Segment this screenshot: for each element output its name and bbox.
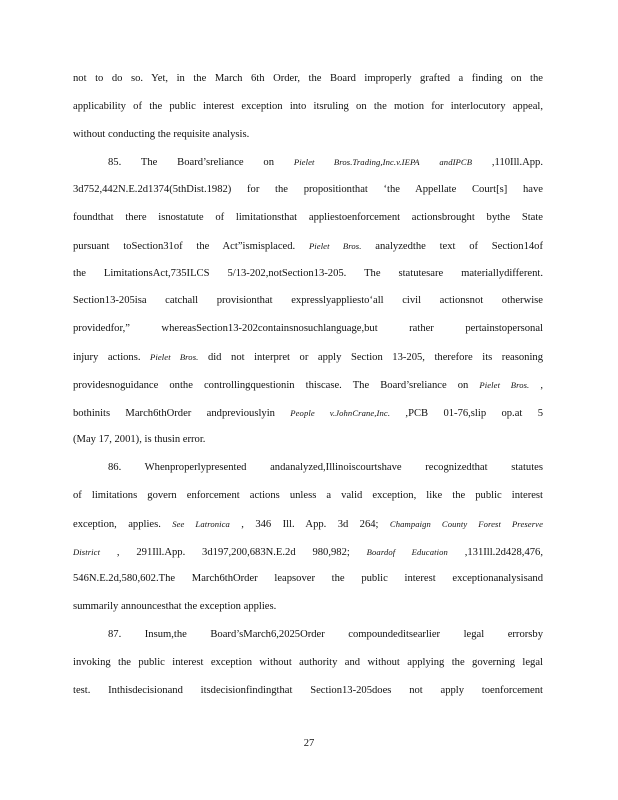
line-3: [73, 128, 543, 142]
text-run: without conducting the requisite analysis.: [73, 128, 250, 140]
paragraph-87-line-1: [108, 628, 543, 642]
paragraph-86-line-1: [108, 461, 543, 475]
text-run: (May 17, 2001), is thusin error.: [73, 434, 206, 446]
text-run: summarily announcesthat the exception applies.: [73, 601, 277, 613]
text-run: foundthat there isnostatute of limitationsthat appliestoenforcement actionsbrought bythe State: [73, 212, 543, 223]
text-run: providesnoguidance onthe controllingquestionin thiscase. The Board’sreliance on: [73, 379, 480, 391]
case-citation: Champaign County Forest Preserve: [389, 518, 543, 529]
text-run: 546N.E.2d,580,602.The March6thOrder leapsover the public interest exceptionanalysisand: [73, 573, 543, 585]
case-citation: Pielet Bros.Trading,Inc.v.IEPA: [293, 157, 420, 168]
text-run: providedfor,” whereasSection13-202containsnosuchlanguage,but rather pertainstopersonal: [73, 323, 543, 335]
line-2: [73, 100, 543, 114]
text-run: , 346 Ill. App. 3d 264;: [229, 518, 390, 530]
text-run: Section13-205isa catchall provisionthat expresslyappliesto‘all civil actionsnot otherwise: [73, 295, 543, 307]
line-1: [73, 72, 543, 86]
line-10: [73, 322, 543, 336]
line-12: [73, 378, 543, 393]
text-run: ,131Ill.2d428,476,: [447, 546, 543, 558]
line-11: [73, 350, 543, 365]
text-run: 86. Whenproperlypresented andanalyzed,Illinoiscourtshave recognizedthat statutes: [108, 462, 543, 474]
text-run: [420, 157, 440, 168]
text-run: of limitations govern enforcement actions unless a valid exception, like the public interest: [73, 490, 543, 501]
line-6: [73, 211, 543, 225]
line-5: [73, 183, 543, 197]
paragraph-85-line-1: [108, 155, 543, 170]
text-run: 87. Insum,the Board’sMarch6,2025Order compoundeditsearlier legal errorsby: [108, 629, 543, 640]
text-run: invoking the public interest exception without authority and without applying the governing legal: [73, 656, 543, 668]
text-run: ,PCB 01-76,slip op.at 5: [390, 407, 543, 419]
page-number: 27: [303, 738, 315, 749]
line-13: [73, 406, 543, 421]
case-citation: People v.JohnCrane,Inc.: [290, 407, 391, 418]
line-23: [73, 684, 543, 698]
line-8: [73, 267, 543, 281]
text-run: 3d752,442N.E.2d1374(5thDist.1982) for the propositionthat ‘the Appellate Court[s] have: [73, 184, 543, 196]
text-run: ,: [529, 379, 543, 391]
text-run: did not interpret or apply Section 13-205, therefore its reasoning: [198, 352, 543, 363]
text-run: analyzedthe text of Section14of: [361, 240, 543, 252]
text-run: test. Inthisdecisionand itsdecisionfindingthat Section13-205does not apply toenforcement: [73, 684, 543, 696]
text-run: pursuant toSection31of the Act”ismisplaced.: [73, 240, 309, 252]
line-7: [73, 239, 543, 254]
case-citation: Pielet Bros.: [150, 352, 199, 362]
text-run: ,110Ill.App.: [472, 157, 543, 169]
text-run: applicability of the public interest exception into itsruling on the motion for interlocutory appeal,: [73, 100, 543, 112]
line-14: [73, 433, 543, 447]
text-run: bothinits March6thOrder andpreviouslyin: [73, 407, 291, 419]
case-citation: Pielet Bros.: [479, 379, 530, 390]
case-citation: andIPCB: [439, 157, 473, 168]
text-run: the LimitationsAct,735ILCS 5/13-202,notSection13-205. The statutesare materiallydifferent.: [73, 267, 543, 279]
case-citation: District: [73, 546, 101, 557]
text-run: injury actions.: [73, 352, 151, 363]
text-run: , 291Ill.App. 3d197,200,683N.E.2d 980,982;: [100, 546, 367, 558]
line-9: [73, 294, 543, 308]
text-run: 85. The Board’sreliance on: [108, 157, 294, 169]
line-19: [73, 572, 543, 586]
line-18: [73, 545, 543, 560]
line-17: [73, 517, 543, 532]
line-20: [73, 600, 543, 614]
line-22: [73, 656, 543, 670]
case-citation: Pielet Bros.: [308, 240, 362, 251]
line-16: [73, 489, 543, 503]
text-run: exception, applies.: [73, 518, 173, 530]
case-citation: See Latronica: [172, 518, 230, 529]
case-citation: Boardof Education: [366, 546, 448, 557]
text-run: not to do so. Yet, in the March 6th Order, the Board improperly grafted a finding on the: [73, 73, 543, 84]
